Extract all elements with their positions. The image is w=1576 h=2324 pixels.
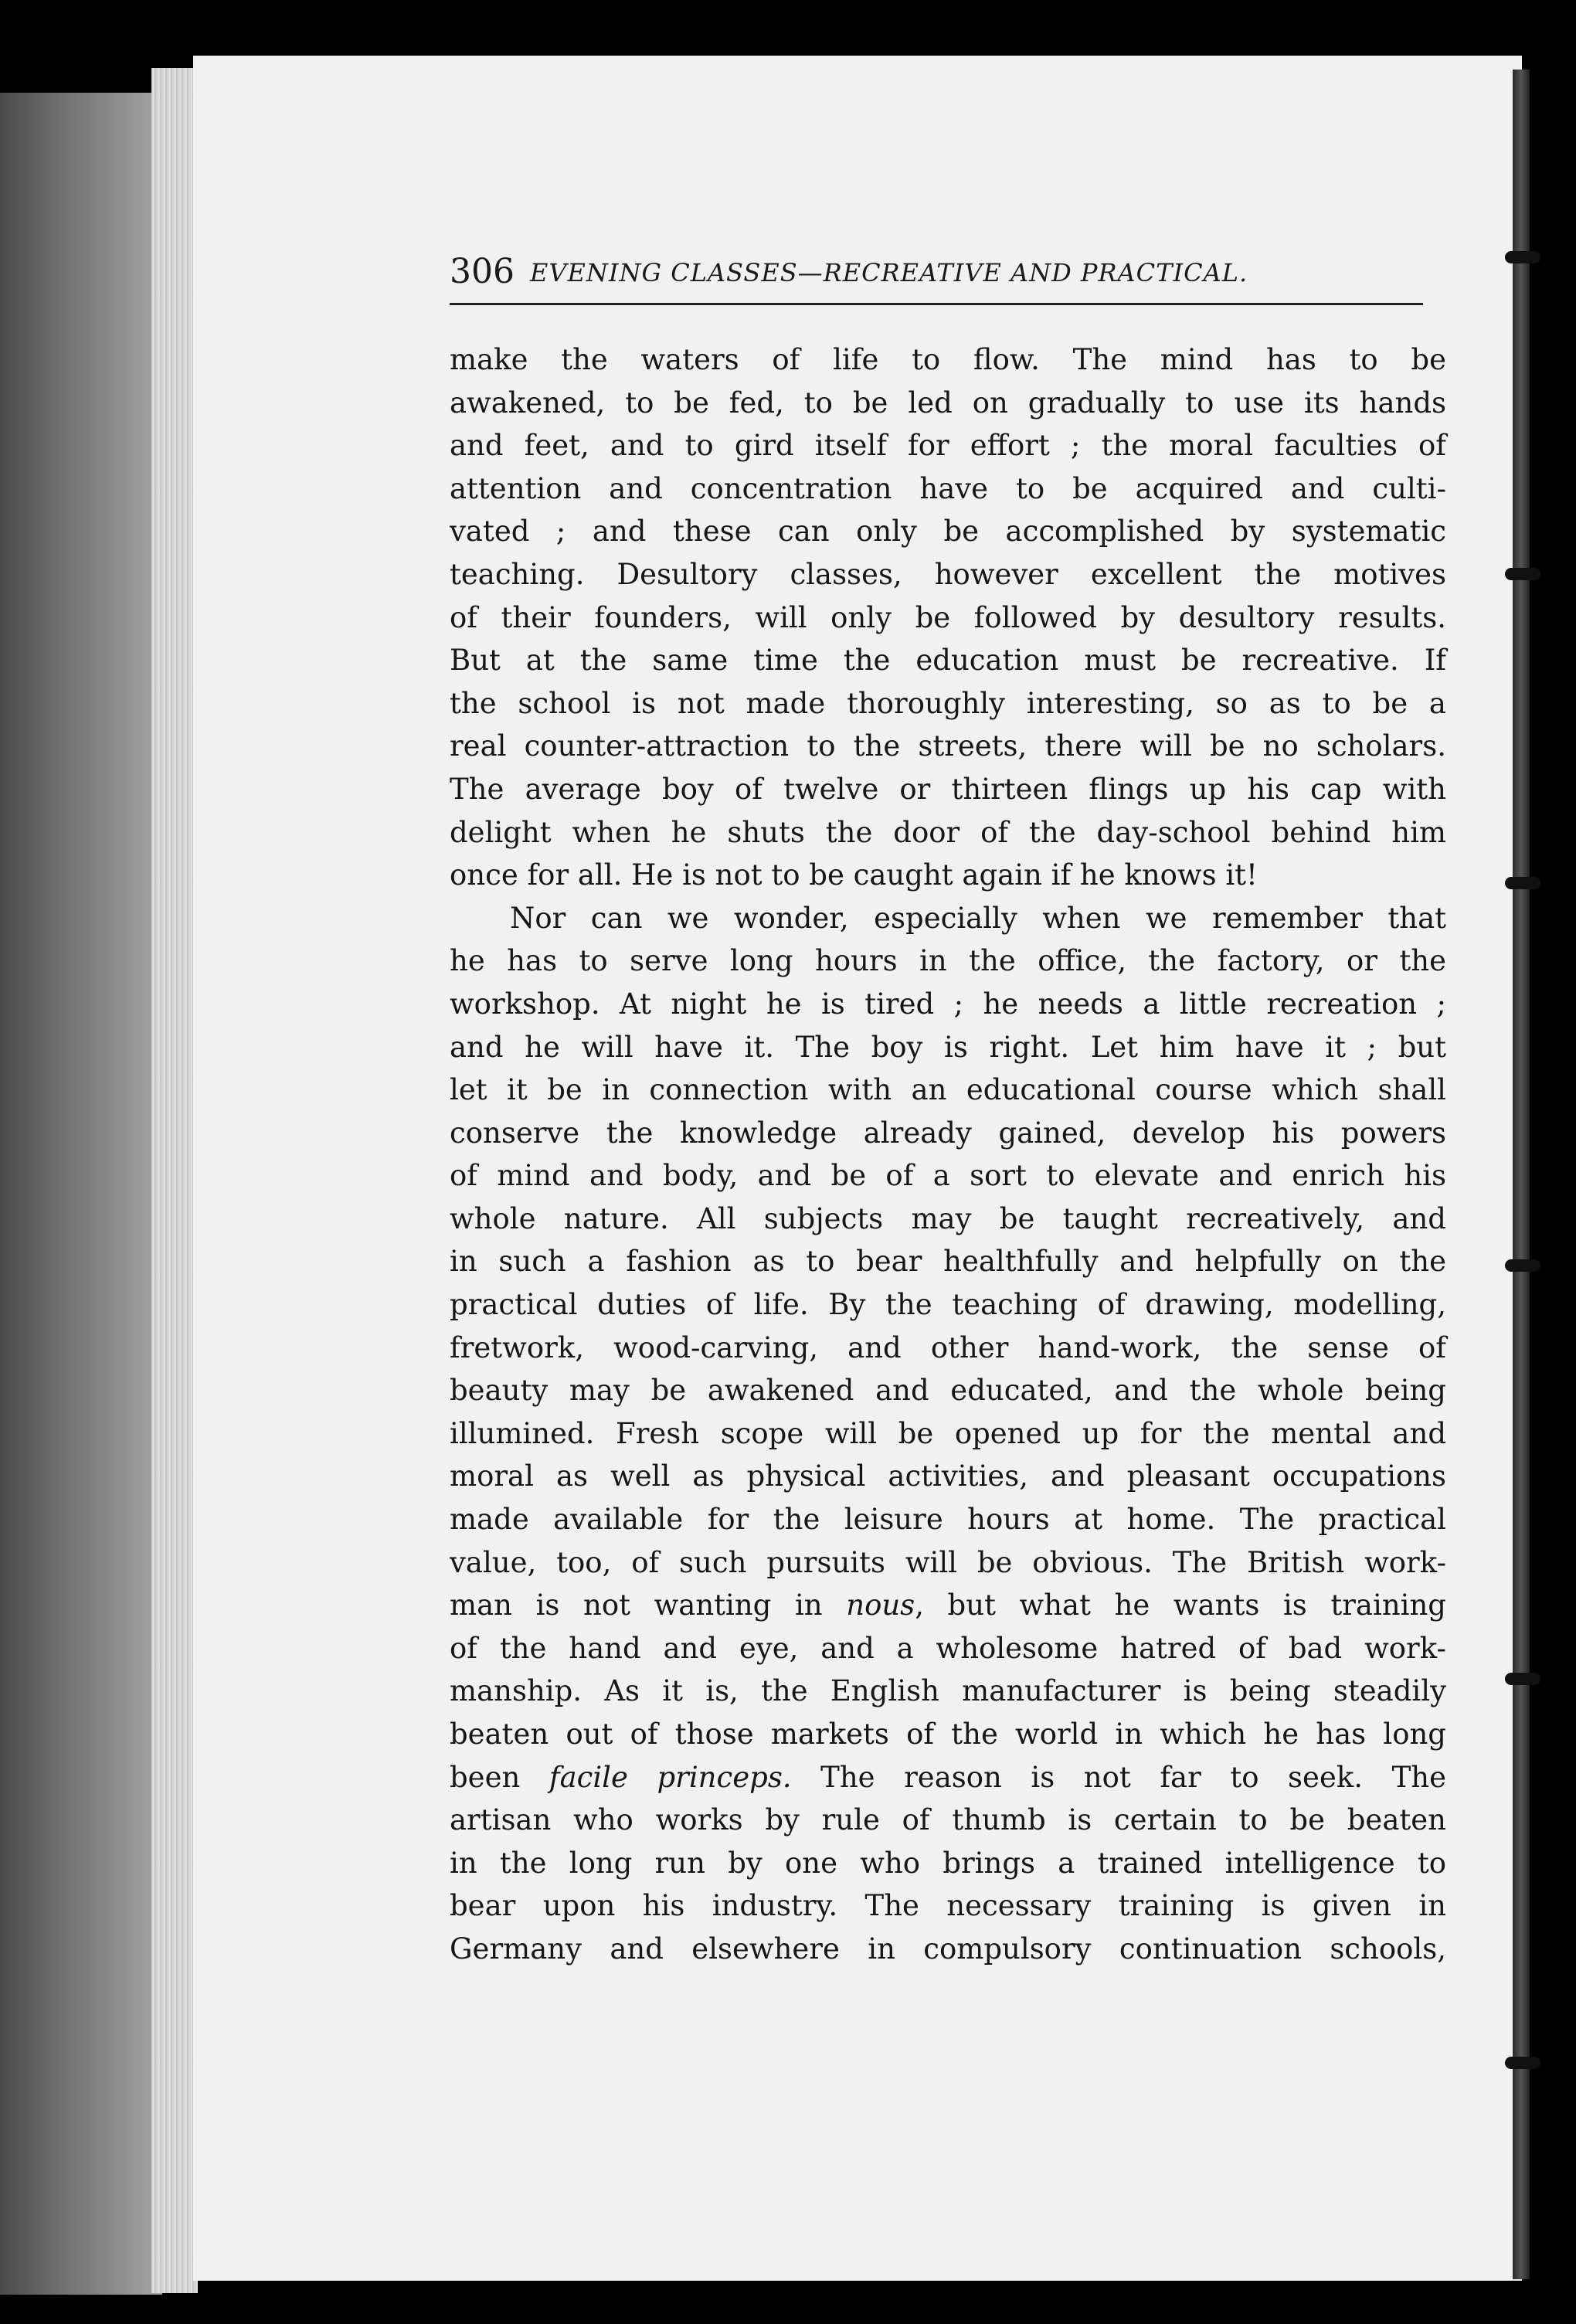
text-line: attention and concentration have to be acquired and culti- xyxy=(450,471,1446,505)
text-line: of mind and body, and be of a sort to elevate and enrich his xyxy=(450,1159,1446,1193)
paragraph-start-line: Nor can we wonder, especially when we remember that xyxy=(510,901,1446,935)
text-line: beaten out of those markets of the world in which he has long xyxy=(450,1718,1446,1751)
text-line: he has to serve long hours in the office, the factory, or the xyxy=(450,944,1446,978)
binding-ring xyxy=(1505,251,1540,263)
text-line: let it be in connection with an educational course which shall xyxy=(450,1073,1446,1107)
text-line: make the waters of life to flow. The mind has to be xyxy=(450,343,1446,376)
text-line: and he will have it. The boy is right. Let him have it ; but xyxy=(450,1030,1446,1064)
text-line: But at the same time the education must be recreative. If xyxy=(450,644,1446,678)
text-line: beauty may be awakened and educated, and the whole being xyxy=(450,1374,1446,1408)
text-line: artisan who works by rule of thumb is certain to be beaten xyxy=(450,1803,1446,1837)
text-line: illumined. Fresh scope will be opened up for the mental and xyxy=(450,1416,1446,1450)
text-line: moral as well as physical activities, and pleasant occupations xyxy=(450,1459,1446,1493)
text-line-with-italic xyxy=(450,1584,1446,1627)
text-line: fretwork, wood-carving, and other hand-work, the sense of xyxy=(450,1330,1446,1364)
text-line: the school is not made thoroughly interesting, so as to be a xyxy=(450,686,1446,720)
text-line: practical duties of life. By the teaching of drawing, modelling, xyxy=(450,1288,1446,1322)
text-run: The reason is not far to seek. The xyxy=(791,1760,1446,1794)
text-line: whole nature. All subjects may be taught recreatively, and xyxy=(450,1201,1446,1235)
page-number: 306 xyxy=(450,252,515,291)
binding-spine xyxy=(1513,70,1530,2279)
text-line-with-italic xyxy=(450,1756,1446,1799)
binding-ring xyxy=(1505,877,1540,889)
text-line: Germany and elsewhere in compulsory continuation schools, xyxy=(450,1932,1446,1966)
text-line: real counter-attraction to the streets, there will be no scholars. xyxy=(450,729,1446,763)
text-line: awakened, to be fed, to be led on gradually to use its hands xyxy=(450,386,1446,420)
binding-ring xyxy=(1505,2057,1540,2069)
text-line: of the hand and eye, and a wholesome hatred of bad work- xyxy=(450,1631,1446,1665)
text-line: The average boy of twelve or thirteen flings up his cap with xyxy=(450,772,1446,806)
text-line: and feet, and to gird itself for effort ; the moral faculties of xyxy=(450,429,1446,463)
running-title: EVENING CLASSES—RECREATIVE AND PRACTICAL. xyxy=(530,258,1248,287)
text-line: vated ; and these can only be accomplished by systematic xyxy=(450,515,1446,549)
body-text xyxy=(450,338,1446,1971)
text-run: , but what he wants is training xyxy=(915,1588,1446,1622)
text-line: in the long run by one who brings a trained intelligence to xyxy=(450,1846,1446,1880)
binding-ring xyxy=(1505,1259,1540,1272)
text-run: been xyxy=(450,1760,549,1794)
binding-ring xyxy=(1505,568,1540,580)
text-line: in such a fashion as to bear healthfully and helpfully on the xyxy=(450,1245,1446,1279)
text-run: man is not wanting in xyxy=(450,1588,847,1622)
page-edges xyxy=(151,68,198,2293)
text-line: manship. As it is, the English manufacturer is being steadily xyxy=(450,1674,1446,1708)
text-line: value, too, of such pursuits will be obvious. The British work- xyxy=(450,1545,1446,1579)
book-left-edge xyxy=(0,93,162,2295)
page-header xyxy=(450,249,1423,303)
binding-ring xyxy=(1505,1673,1540,1685)
text-line: teaching. Desultory classes, however excellent the motives xyxy=(450,557,1446,591)
text-line: made available for the leisure hours at home. The practical xyxy=(450,1503,1446,1537)
paragraph-end-line: once for all. He is not to be caught again if he knows it! xyxy=(450,858,1258,892)
text-line: workshop. At night he is tired ; he needs a little recreation ; xyxy=(450,987,1446,1021)
italic-phrase: facile princeps. xyxy=(549,1760,792,1794)
text-line: of their founders, will only be followed by desultory results. xyxy=(450,600,1446,634)
text-line: bear upon his industry. The necessary training is given in xyxy=(450,1889,1446,1923)
italic-word: nous xyxy=(846,1588,915,1622)
text-line: conserve the knowledge already gained, develop his powers xyxy=(450,1116,1446,1150)
text-line: delight when he shuts the door of the day-school behind him xyxy=(450,815,1446,849)
header-rule xyxy=(450,303,1423,305)
